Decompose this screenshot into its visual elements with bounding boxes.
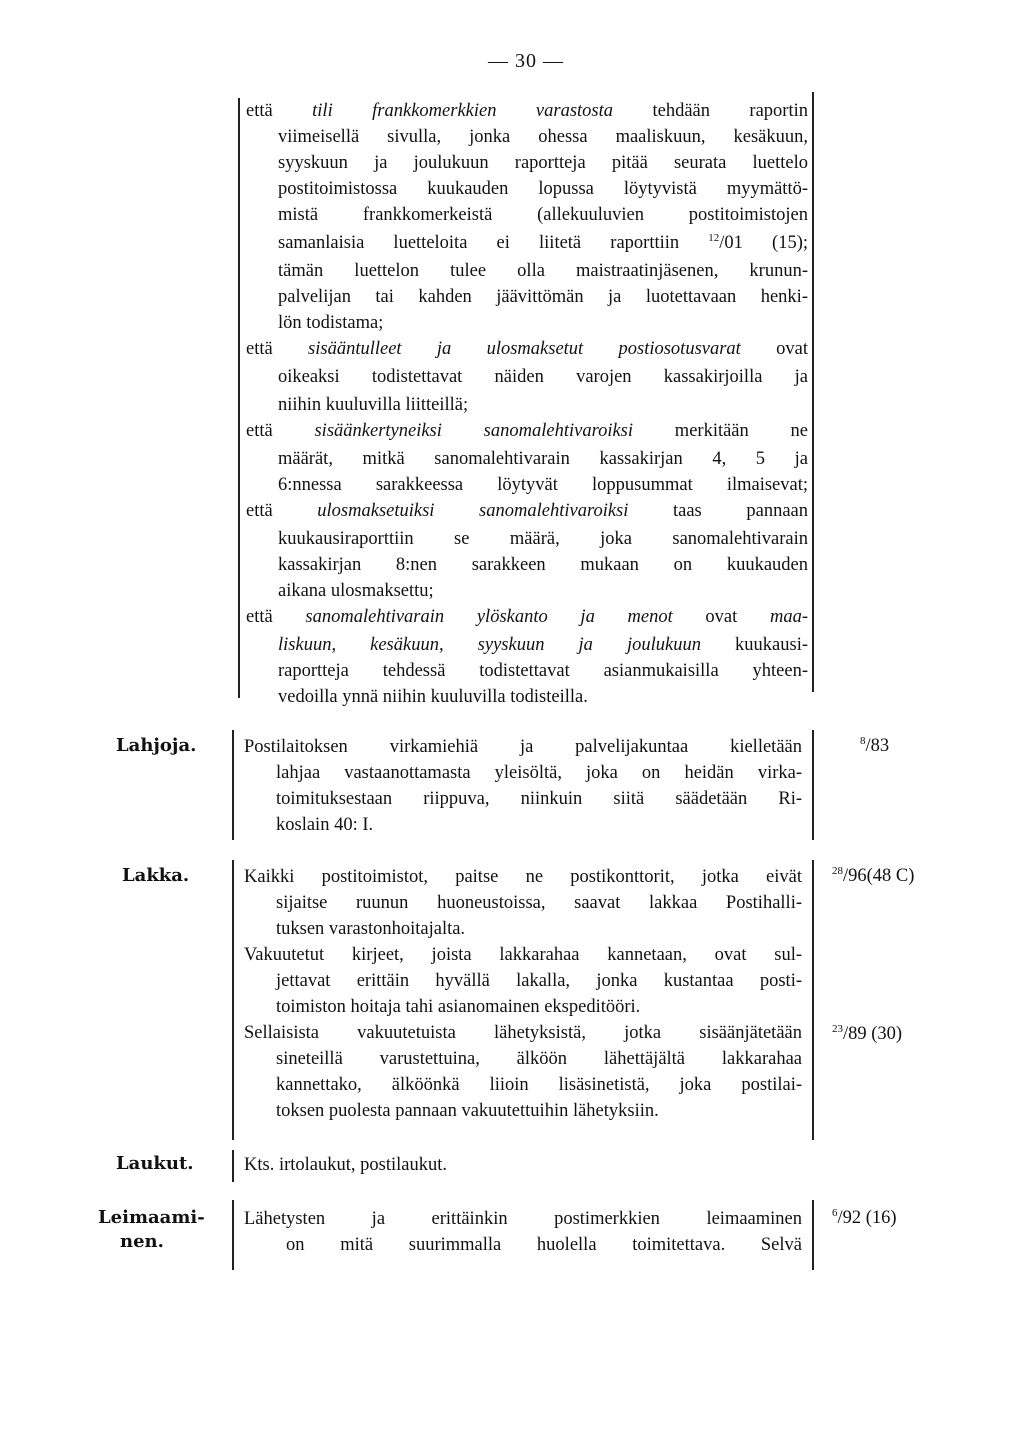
leimaaminen-left-rule [232,1200,234,1270]
top-right-rule [812,92,814,692]
text-line: syyskuun ja joulukuun raportteja pitää seurata luettelo [278,153,808,173]
text-line: Lähetysten ja erittäinkin postimerkkien leimaaminen [244,1209,802,1229]
page-number: — 30 — [488,50,564,72]
text-line: lahjaa vastaanottamasta yleisöltä, joka on heidän virka- [276,763,802,783]
text-line: raportteja tehdessä todistettavat asianmukaisilla yhteen- [278,661,808,681]
text-line: Vakuutetut kirjeet, joista lakkarahaa kannetaan, ovat sul- [244,945,802,965]
text-line: lön todistama; [278,313,384,333]
text-line: että sisääntulleet ja ulosmaksetut postiosotusvarat ovat [246,339,808,359]
ref-lahjoja: $^8$/83 [860,735,890,756]
laukut-left-rule [232,1150,234,1182]
lahjoja-left-rule [232,730,234,840]
top-left-rule [238,98,240,698]
text-line: Kts. irtolaukut, postilaukut. [244,1155,447,1175]
text-line: sineteillä varustettuina, älköön lähettäjältä lakkarahaa [276,1049,802,1069]
heading-lakka: Lakka. [122,865,190,886]
ref-leimaaminen: $^6$/92 (16) [832,1207,897,1228]
text-line: 6:nnessa sarakkeessa löytyvät loppusummat ilmaisevat; [278,475,808,495]
text-line: kuukausiraporttiin se määrä, joka sanomalehtivarain [278,529,808,549]
text-line: kassakirjan 8:nen sarakkeen mukaan on kuukauden [278,555,808,575]
text-line: postitoimistossa kuukauden lopussa löytyvistä myymättö- [278,179,808,199]
text-line: määrät, mitkä sanomalehtivarain kassakirjan 4, 5 ja [278,449,808,469]
text-line: kannettako, älköönkä liioin lisäsinetistä, joka postilai- [276,1075,802,1095]
text-line: liskuun, kesäkuun, syyskuun ja joulukuun kuukausi- [278,635,808,655]
text-line: tuksen varastonhoitajalta. [276,919,466,939]
text-line: toksen puolesta pannaan vakuutettuihin lähetyksiin. [276,1101,659,1121]
heading-leimaaminen-cont: nen. [120,1231,164,1252]
heading-laukut: Laukut. [116,1153,194,1174]
ref-lakka-1: $^{28}$/96(48 C) [832,865,915,886]
text-line: aikana ulosmaksettu; [278,581,434,601]
text-line: niihin kuuluvilla liitteillä; [278,395,469,415]
text-line: Kaikki postitoimistot, paitse ne postikonttorit, jotka eivät [244,867,802,887]
text-line: koslain 40: I. [276,815,374,835]
text-line: sijaitse ruunun huoneustoissa, saavat lakkaa Postihalli- [276,893,802,913]
text-line: viimeisellä sivulla, jonka ohessa maaliskuun, kesäkuun, [278,127,808,147]
heading-leimaaminen: Leimaami- [98,1207,205,1228]
lakka-right-rule [812,860,814,1140]
text-line: että sisäänkertyneiksi sanomalehtivaroiksi merkitään ne [246,421,808,441]
text-line: Postilaitoksen virkamiehiä ja palvelijakuntaa kielletään [244,737,802,757]
heading-lahjoja: Lahjoja. [116,735,197,756]
text-line: että sanomalehtivarain ylöskanto ja menot ovat maa- [246,607,809,627]
text-line: toimiston hoitaja tahi asianomainen ekspeditööri. [276,997,641,1017]
text-line: mistä frankkomerkeistä (allekuuluvien postitoimistojen [278,205,808,225]
text-line: että ulosmaksetuiksi sanomalehtivaroiksi taas pannaan [246,501,808,521]
leimaaminen-right-rule [812,1200,814,1270]
lakka-left-rule [232,860,234,1140]
text-line: on mitä suurimmalla huolella toimitettava. Selvä [286,1235,802,1255]
text-line: oikeaksi todistettavat näiden varojen kassakirjoilla ja [278,367,808,387]
text-line: samanlaisia luetteloita ei liitetä raporttiin $^{12}$/01 (15); [278,232,808,253]
text-line: palvelijan tai kahden jäävittömän ja luotettavaan henki- [278,287,808,307]
lahjoja-right-rule [812,730,814,840]
text-line: toimituksestaan riippuva, niinkuin siitä säädetään Ri- [276,789,802,809]
text-line: että tili frankkomerkkien varastosta tehdään raportin [246,101,808,121]
text-line: Sellaisista vakuutetuista lähetyksistä, jotka sisäänjätetään [244,1023,802,1043]
text-line: vedoilla ynnä niihin kuuluvilla todisteilla. [278,687,588,707]
text-line: tämän luettelon tulee olla maistraatinjäsenen, krunun- [278,261,808,281]
text-line: jettavat erittäin hyvällä lakalla, jonka kustantaa posti- [276,971,802,991]
ref-lakka-2: $^{23}$/89 (30) [832,1023,903,1044]
